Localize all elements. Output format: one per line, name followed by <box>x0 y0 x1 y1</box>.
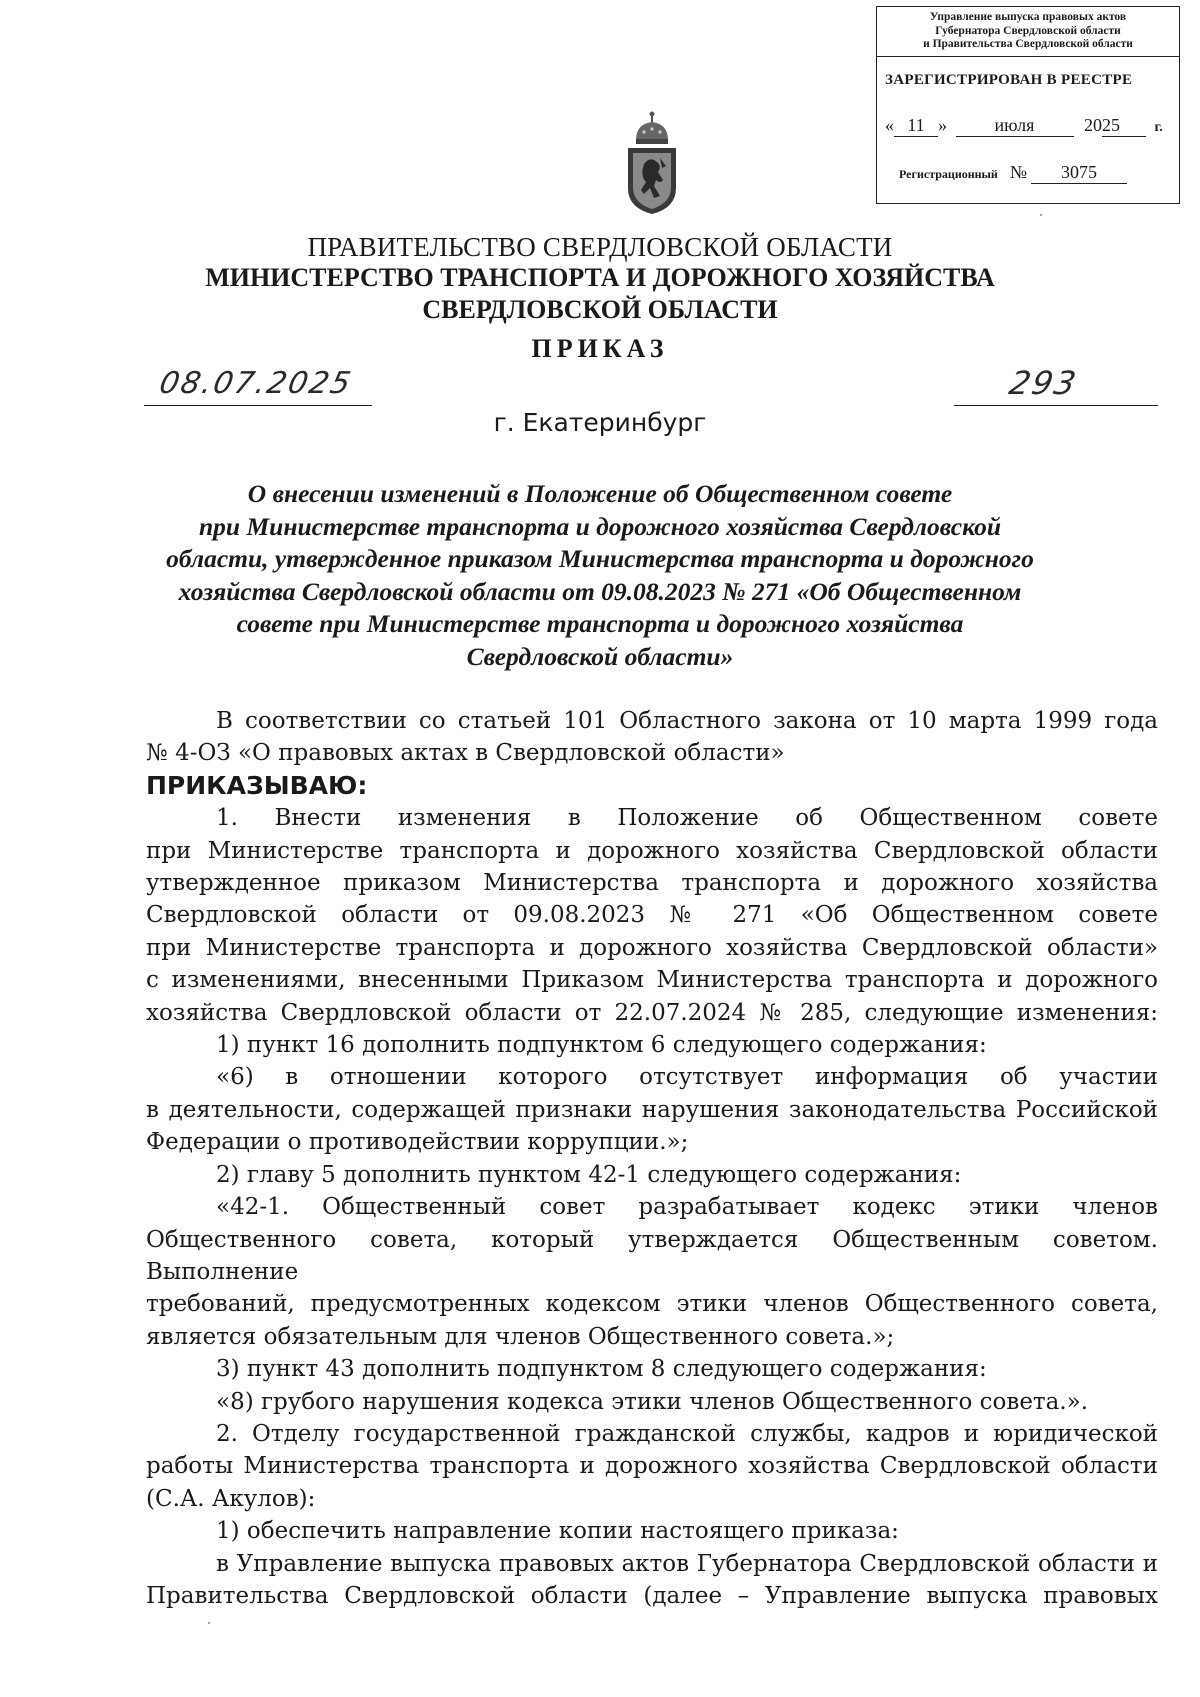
title-line: области, утвержденное приказом Министерства транспорта и дорожного <box>166 544 1034 573</box>
coat-of-arms-icon <box>624 110 680 216</box>
stamp-month: июля <box>956 115 1074 137</box>
ministry-title-line1: МИНИСТЕРСТВО ТРАНСПОРТА И ДОРОЖНОГО ХОЗЯЙСТВА <box>205 263 995 292</box>
item1-line: при Министерстве транспорта и дорожного хозяйства Свердловской области» <box>146 934 1158 961</box>
item2-subitem1-line: в Управление выпуска правовых актов Губернатора Свердловской области и <box>216 1550 1158 1577</box>
stamp-header-line: и Правительства Свердловской области <box>923 38 1133 50</box>
subitem2-line: Общественного совета, который утверждается Общественным советом. Выполнение <box>146 1226 1158 1285</box>
stamp-no-sign: № <box>1009 162 1028 182</box>
item1-line: при Министерстве транспорта и дорожного хозяйства Свердловской области <box>146 837 1158 864</box>
document-type: ПРИКАЗ <box>531 334 669 363</box>
item1-line: Свердловской области от 09.08.2023 № 271 «Об Общественном совете <box>146 902 1158 929</box>
subitem1-line: Федерации о противодействии коррупции.»; <box>146 1129 689 1156</box>
subitem3-line: «8) грубого нарушения кодекса этики членов Общественного совета.». <box>216 1388 1089 1415</box>
handwritten-date: 08.07.2025 <box>156 366 356 401</box>
stamp-year-mark: г. <box>1154 120 1163 135</box>
title-line: совете при Министерстве транспорта и дорожного хозяйства <box>236 609 964 638</box>
stamp-reg-label: Регистрационный <box>899 167 998 181</box>
item2-line: (С.А. Акулов): <box>146 1485 316 1512</box>
stamp-year-prefix: 20 <box>1084 115 1102 135</box>
stamp-number-line <box>899 162 1127 184</box>
stamp-header <box>877 7 1179 57</box>
order-word: ПРИКАЗЫВАЮ: <box>146 770 368 800</box>
subitem2-line: требований, предусмотренных кодексом этики членов Общественного совета, <box>146 1291 1158 1318</box>
item2-line: работы Министерства транспорта и дорожного хозяйства Свердловской области <box>146 1453 1158 1480</box>
ministry-title-line2: СВЕРДЛОВСКОЙ ОБЛАСТИ <box>422 295 778 324</box>
subitem1-line: в деятельности, содержащей признаки нарушения законодательства Российской <box>146 1096 1158 1123</box>
order-body <box>146 705 1158 1612</box>
subitem2-line: является обязательным для членов Общественного совета.»; <box>146 1323 895 1350</box>
stamp-open-quote: « <box>885 115 894 135</box>
subitem2: 2) главу 5 дополнить пунктом 42-1 следующего содержания: <box>216 1161 962 1188</box>
title-line: О внесении изменений в Положение об Общественном совете <box>247 479 953 508</box>
stamp-close-quote: » <box>938 115 947 135</box>
title-line: при Министерстве транспорта и дорожного хозяйства Свердловской <box>198 511 1002 541</box>
stamp-day: 11 <box>894 115 938 137</box>
preamble-line: № 4-ОЗ «О правовых актах в Свердловской области» <box>146 740 785 767</box>
subitem1: 1) пункт 16 дополнить подпунктом 6 следующего содержания: <box>216 1032 987 1059</box>
stamp-registered-label: ЗАРЕГИСТРИРОВАН В РЕЕСТРЕ <box>885 72 1133 88</box>
scan-speck <box>208 1622 210 1624</box>
stamp-header-line: Управление выпуска правовых актов <box>929 11 1127 23</box>
stamp-date-line <box>885 115 1175 137</box>
subitem3: 3) пункт 43 дополнить подпунктом 8 следующего содержания: <box>216 1356 987 1383</box>
date-underline <box>144 405 372 406</box>
stamp-reg-number: 3075 <box>1031 162 1127 184</box>
item1-line: с изменениями, внесенными Приказом Министерства транспорта и дорожного <box>146 967 1158 994</box>
handwritten-number: 293 <box>1005 364 1082 402</box>
title-line: хозяйства Свердловской области от 09.08.2023 № 271 «Об Общественном <box>178 576 1022 606</box>
subitem2-line: «42-1. Общественный совет разрабатывает кодекс этики членов <box>216 1194 1158 1221</box>
number-underline <box>954 405 1158 406</box>
item2-line: 2. Отделу государственной гражданской службы, кадров и юридической <box>216 1420 1158 1447</box>
item1-line: утвержденное приказом Министерства транспорта и дорожного хозяйства <box>146 870 1158 897</box>
city: г. Екатеринбург <box>493 408 707 437</box>
title-line: Свердловской области» <box>466 641 734 671</box>
registration-stamp <box>876 6 1180 204</box>
preamble-line: В соответствии со статьей 101 Областного закона от 10 марта 1999 года <box>216 708 1158 734</box>
stamp-year-suffix: 25 <box>1102 115 1146 137</box>
item2-subitem1: 1) обеспечить направление копии настоящего приказа: <box>216 1518 899 1545</box>
item1-line: хозяйства Свердловской области от 22.07.2024 № 285, следующие изменения: <box>146 999 1158 1026</box>
scan-speck <box>1040 214 1042 216</box>
government-title: ПРАВИТЕЛЬСТВО СВЕРДЛОВСКОЙ ОБЛАСТИ <box>307 232 893 262</box>
item2-subitem1-line: Правительства Свердловской области (далее – Управление выпуска правовых <box>146 1582 1158 1609</box>
stamp-header-line: Губернатора Свердловской области <box>935 24 1121 37</box>
order-title <box>150 478 1050 673</box>
item1-line: 1. Внести изменения в Положение об Общественном совете <box>216 805 1158 832</box>
subitem1-line: «6) в отношении которого отсутствует информация об участии <box>216 1064 1158 1091</box>
